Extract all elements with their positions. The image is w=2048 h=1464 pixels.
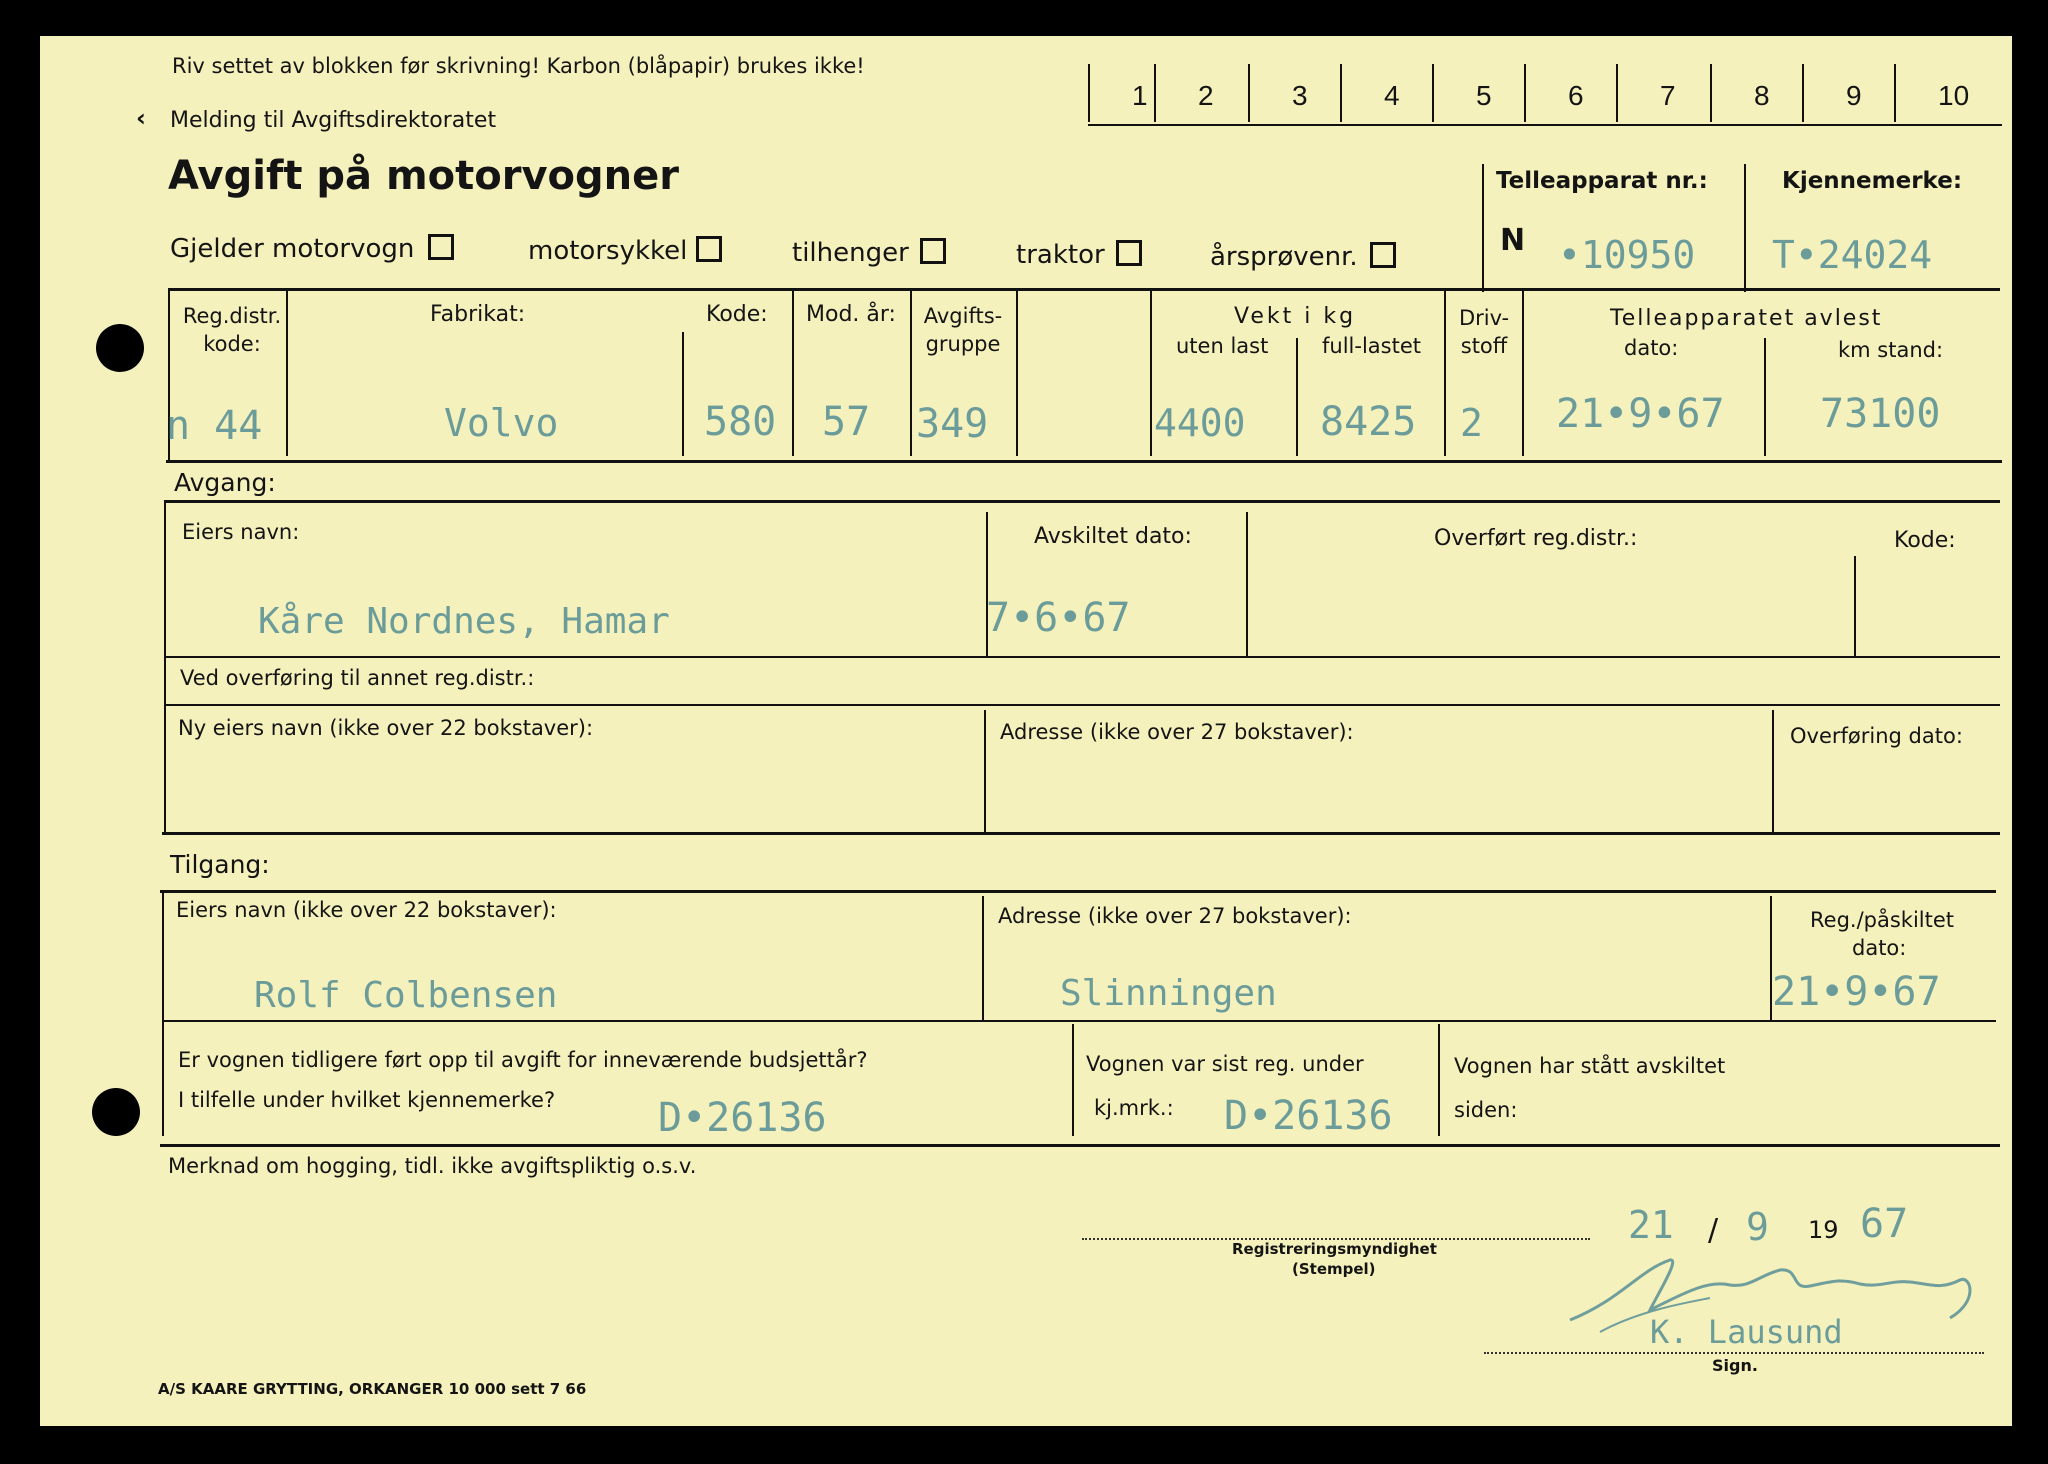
- kode-value: 580: [704, 399, 777, 445]
- date-year: 67: [1860, 1201, 1909, 1247]
- avgang-box-left: [164, 500, 166, 832]
- sist-reg-value: D•26136: [1224, 1093, 1393, 1139]
- avskiltet-dato-label: Avskiltet dato:: [1034, 524, 1192, 549]
- number-box-divider: [1616, 64, 1618, 122]
- number-box-divider: [1524, 64, 1526, 122]
- number-box-divider: [1154, 64, 1156, 122]
- tidligere-question-1: Er vognen tidligere ført opp til avgift for inneværende budsjettår?: [178, 1048, 868, 1072]
- date-separator: /: [1708, 1213, 1719, 1248]
- sist-reg-label-2: kj.mrk.:: [1094, 1096, 1174, 1120]
- number-box-divider: [1802, 64, 1804, 122]
- date-century: 19: [1808, 1216, 1839, 1244]
- header-divider-right: [1744, 164, 1746, 292]
- overfort-reg-distr-label: Overført reg.distr.:: [1434, 526, 1638, 551]
- tilgang-heading: Tilgang:: [170, 850, 270, 879]
- vehicle-table-bottom: [166, 460, 2002, 463]
- tilgang-box-bottom: [160, 1144, 2000, 1147]
- number-box-7: 7: [1660, 80, 1676, 111]
- option-arsprovenr-label: årsprøvenr.: [1210, 242, 1358, 272]
- reg-distr-label: Reg.distr. kode:: [182, 304, 282, 356]
- overforing-col-divider: [1772, 710, 1774, 834]
- full-lastet-value: 8425: [1320, 399, 1417, 445]
- vehicle-col-divider: [1296, 338, 1298, 456]
- drivstoff-value: 2: [1460, 401, 1483, 445]
- number-box-divider: [1710, 64, 1712, 122]
- vehicle-col-divider: [792, 288, 794, 456]
- number-box-10: 10: [1938, 80, 1970, 111]
- number-box-divider: [1248, 64, 1250, 122]
- fabrikat-label: Fabrikat:: [430, 302, 526, 327]
- mod-ar-label: Mod. år:: [806, 302, 896, 327]
- tilgang-col-divider: [1438, 1024, 1440, 1136]
- vehicle-col-divider: [1522, 288, 1524, 456]
- sist-reg-label-1: Vognen var sist reg. under: [1086, 1052, 1364, 1076]
- avgang-eiers-navn-value: Kåre Nordnes, Hamar: [258, 601, 670, 642]
- checkbox-traktor[interactable]: [1116, 240, 1142, 266]
- sender-text: Melding til Avgiftsdirektoratet: [170, 108, 497, 133]
- full-lastet-label: full-lastet: [1322, 334, 1421, 358]
- number-box-8: 8: [1754, 80, 1770, 111]
- punch-hole-bottom: [92, 1088, 140, 1136]
- number-box-divider: [1340, 64, 1342, 122]
- vehicle-col-divider: [682, 332, 684, 456]
- ved-overforing-label: Ved overføring til annet reg.distr.:: [180, 666, 535, 690]
- number-box-divider: [1894, 64, 1896, 122]
- number-box-divider: [1088, 64, 1090, 122]
- date-month: 9: [1746, 1205, 1769, 1249]
- form-title: Avgift på motorvogner: [168, 153, 679, 199]
- sign-label: Sign.: [1712, 1356, 1758, 1375]
- uten-last-value: 4400: [1154, 401, 1246, 445]
- avgang-eiers-navn-label: Eiers navn:: [182, 520, 300, 544]
- km-stand-value: 73100: [1820, 391, 1941, 437]
- number-row-line: [1088, 124, 2002, 126]
- uten-last-label: uten last: [1176, 334, 1269, 358]
- avgang-col-divider: [1854, 556, 1856, 656]
- avgiftsgruppe-label: Avgifts- gruppe: [923, 304, 1003, 356]
- avgang-row-line: [164, 656, 2000, 658]
- header-divider-left: [1482, 164, 1484, 292]
- stempel-label: (Stempel): [1292, 1260, 1376, 1278]
- checkbox-motorvogn[interactable]: [428, 234, 454, 260]
- tilgang-col-divider: [1072, 1024, 1074, 1136]
- number-box-divider: [1432, 64, 1434, 122]
- avskiltet-siden-label-2: siden:: [1454, 1098, 1518, 1122]
- avgang-box-top: [164, 500, 2000, 503]
- telleapparat-avlest-label: Telleapparatet avlest: [1610, 306, 1883, 331]
- tilgang-adresse-value: Slinningen: [1060, 973, 1277, 1014]
- tilgang-eiers-navn-label: Eiers navn (ikke over 22 bokstaver):: [176, 898, 557, 922]
- number-box-2: 2: [1198, 80, 1214, 111]
- reg-paskiltet-label: Reg./påskiltet: [1810, 908, 1955, 932]
- overforing-col-divider: [984, 710, 986, 834]
- avlest-dato-value: 21•9•67: [1556, 391, 1725, 437]
- punch-hole-top: [96, 324, 144, 372]
- kjennemerke-label: Kjennemerke:: [1782, 168, 1963, 194]
- vehicle-col-divider: [910, 288, 912, 456]
- number-box-3: 3: [1292, 80, 1308, 111]
- vehicle-col-divider: [1764, 338, 1766, 456]
- fabrikat-value: Volvo: [444, 401, 559, 445]
- tilgang-col-divider: [982, 896, 984, 1020]
- drivstoff-label: Driv- stoff: [1458, 306, 1510, 358]
- tilgang-adresse-label: Adresse (ikke over 27 bokstaver):: [998, 904, 1352, 928]
- tilgang-box-top: [160, 890, 1996, 893]
- signer-name: K. Lausund: [1650, 1313, 1843, 1351]
- avgang-box-bottom: [162, 832, 2000, 835]
- date-day: 21: [1628, 1203, 1674, 1247]
- kode-label: Kode:: [706, 302, 768, 327]
- reg-distr-value: n 44: [166, 403, 263, 449]
- avgiftsgruppe-value: 349: [916, 401, 989, 447]
- reg-paskiltet-dato-value: 21•9•67: [1772, 969, 1941, 1015]
- merknad-label: Merknad om hogging, tidl. ikke avgiftspliktig o.s.v.: [168, 1154, 697, 1178]
- printer-imprint: A/S KAARE GRYTTING, ORKANGER 10 000 sett 7 66: [158, 1380, 587, 1398]
- km-stand-label: km stand:: [1838, 338, 1944, 362]
- checkbox-arsprovenr[interactable]: [1370, 242, 1396, 268]
- overforing-row-line: [164, 704, 2000, 706]
- tilgang-box-left: [162, 890, 164, 1136]
- avgang-kode-label: Kode:: [1894, 528, 1956, 553]
- avskiltet-dato-value: 7•6•67: [986, 595, 1131, 641]
- number-box-1: 1: [1132, 80, 1148, 111]
- dato-label: dato:: [1624, 336, 1679, 360]
- registrering-label: Registreringsmyndighet: [1232, 1240, 1437, 1258]
- vehicle-col-divider: [1016, 288, 1018, 456]
- ny-eier-label: Ny eiers navn (ikke over 22 bokstaver):: [178, 716, 594, 740]
- signature-dotted-line: [1484, 1352, 1984, 1354]
- sender-mark: ‹: [136, 104, 146, 132]
- vehicle-col-divider: [1444, 288, 1446, 456]
- telleapparat-value: •10950: [1558, 233, 1696, 277]
- avgang-heading: Avgang:: [174, 468, 276, 497]
- tidligere-kjennemerke-value: D•26136: [658, 1095, 827, 1141]
- telleapparat-prefix: N: [1500, 223, 1526, 258]
- tilgang-row-line: [162, 1020, 1996, 1022]
- number-box-5: 5: [1476, 80, 1492, 111]
- ny-adresse-label: Adresse (ikke over 27 bokstaver):: [1000, 720, 1354, 744]
- number-box-4: 4: [1384, 80, 1400, 111]
- avskiltet-siden-label-1: Vognen har stått avskiltet: [1454, 1054, 1726, 1078]
- number-box-6: 6: [1568, 80, 1584, 111]
- reg-paskiltet-dato-label: dato:: [1852, 936, 1907, 960]
- tidligere-question-2: I tilfelle under hvilket kjennemerke?: [178, 1088, 556, 1112]
- vehicle-col-divider: [286, 288, 288, 456]
- tilgang-eiers-navn-value: Rolf Colbensen: [254, 975, 558, 1016]
- vekt-label: Vekt i kg: [1234, 304, 1357, 329]
- option-motorsykkel-label: motorsykkel: [528, 236, 688, 266]
- avgang-col-divider: [1246, 512, 1248, 656]
- vehicle-table-top: [168, 288, 2000, 291]
- kjennemerke-value: T•24024: [1772, 233, 1933, 277]
- overforing-dato-label: Overføring dato:: [1790, 724, 1963, 748]
- option-tilhenger-label: tilhenger: [792, 238, 909, 268]
- checkbox-tilhenger[interactable]: [920, 238, 946, 264]
- telleapparat-label: Telleapparat nr.:: [1496, 168, 1708, 194]
- gjelder-label: Gjelder motorvogn: [170, 234, 415, 264]
- checkbox-motorsykkel[interactable]: [696, 236, 722, 262]
- vehicle-col-divider: [1150, 288, 1152, 456]
- number-box-9: 9: [1846, 80, 1862, 111]
- instruction-text: Riv settet av blokken før skrivning! Karbon (blåpapir) brukes ikke!: [172, 54, 865, 78]
- option-traktor-label: traktor: [1016, 240, 1105, 270]
- mod-ar-value: 57: [822, 399, 871, 445]
